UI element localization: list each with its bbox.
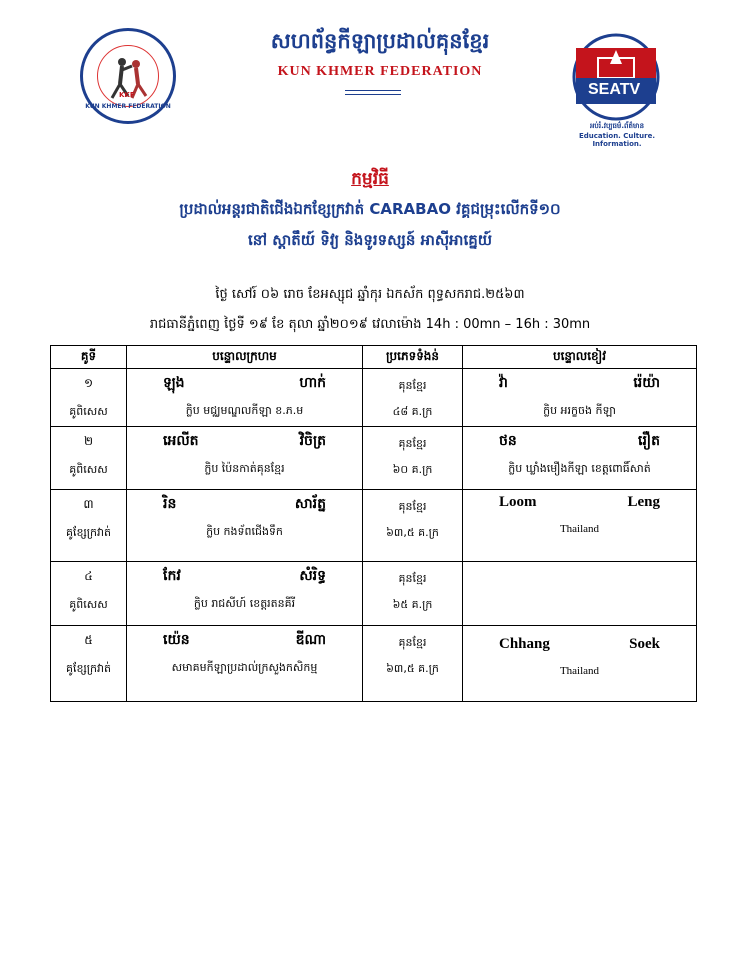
weight-type: គុនខ្មែរ <box>398 500 427 513</box>
header-bout-no: គូទី <box>51 346 127 369</box>
blue-fighter-first: វ៉ា <box>499 375 508 391</box>
blue-fighter-club: ក្លិប អរក្ខចង កីឡា <box>543 404 616 417</box>
red-fighter-club: ក្លិប ប៉ៃនកាត់គុនខ្មែរ <box>204 462 285 475</box>
red-fighter-last: វិចិត្រ <box>299 433 326 449</box>
red-fighter-last: ហាក់ <box>299 375 326 391</box>
table-header-row <box>51 346 697 369</box>
bout-category: គូពិសេស <box>69 405 108 418</box>
event-title-line2: នៅ ស្តាតឹយ៍ ទិវ្យ និងទូរទស្សន៍ អាស៊ីអាគ្នេយ៍ <box>247 231 493 249</box>
blue-fighter-last: Soek <box>629 636 660 652</box>
blue-fighter-last: Leng <box>627 494 660 510</box>
red-fighter-club: ក្លិប មជ្ឈមណ្ឌលកីឡា ខ.ភ.ម <box>185 404 304 417</box>
red-fighter-first: រិន <box>163 496 177 512</box>
table-row <box>51 427 697 490</box>
blue-fighter-first: Chhang <box>499 636 550 652</box>
red-fighter-first: ឡុង <box>163 375 185 391</box>
date-time: រាជធានីភ្នំពេញ ថ្ងៃទី ១៩ ខែ តុលា ឆ្នាំ២០១៩ វេលាម៉ោង 14h : 00mn – 16h : 30mn <box>149 317 591 332</box>
bout-cell <box>51 427 127 490</box>
seatv-tagline-en: Education. Culture. Information. <box>579 132 655 148</box>
weight-type: គុនខ្មែរ <box>398 636 427 649</box>
seatv-tagline-kh: អប់រំ.វប្បធម៌.ព័ត៌មាន <box>589 122 645 130</box>
weight-cell <box>363 490 463 562</box>
red-fighter-last: សំរិទ្ធ <box>299 568 326 584</box>
red-fighter-cell <box>127 427 363 490</box>
weight-type: គុនខ្មែរ <box>398 572 427 585</box>
logo-ring-text: KUN KHMER FEDERATION <box>85 103 171 110</box>
blue-fighter-cell <box>463 626 697 702</box>
table-row <box>51 490 697 562</box>
blue-fighter-country: Thailand <box>559 523 600 535</box>
red-fighter-first: កែវ <box>163 568 181 584</box>
kkf-logo <box>80 28 176 124</box>
red-fighter-first: យ៉េន <box>163 632 190 648</box>
bout-number: ៤ <box>84 569 93 583</box>
blue-fighter-last: រ៉េយ៉ា <box>633 375 660 391</box>
table-row <box>51 626 697 702</box>
bout-cell <box>51 562 127 626</box>
bout-number: ២ <box>83 434 94 448</box>
blue-fighter-cell <box>463 562 697 626</box>
logo-initials: KKF <box>119 91 135 99</box>
ornament-divider <box>345 90 401 95</box>
blue-fighter-first: ថន <box>499 433 517 449</box>
blue-fighter-country: Thailand <box>559 665 600 677</box>
weight-value: ៤៨ គ.ក្រ <box>392 405 433 418</box>
weight-value: ៦៥ គ.ក្រ <box>392 598 433 611</box>
red-fighter-cell <box>127 369 363 427</box>
blue-fighter-cell <box>463 490 697 562</box>
bout-category: គូខ្សែក្រវាត់ <box>66 662 111 675</box>
bout-number: ១ <box>83 376 94 390</box>
weight-cell <box>363 427 463 490</box>
blue-fighter-club: ក្លិប ឃ្លាំងមឿងកីឡា ខេត្តពោធិ៍សាត់ <box>508 462 651 475</box>
red-fighter-club: ក្លិប រាជសីហ៍ ខេត្តរតនគីរី <box>193 597 296 610</box>
federation-name-kh: សហព័ន្ធកីឡាប្រដាល់គុនខ្មែរ <box>270 29 490 53</box>
bout-category: គូខ្សែក្រវាត់ <box>66 526 111 539</box>
event-title-line1: ប្រដាល់អន្តរជាតិជើងឯកខ្សែក្រវាត់ CARABAO វគ្គជម្រុះលើកទី១០ <box>179 200 561 218</box>
weight-type: គុនខ្មែរ <box>398 379 427 392</box>
weight-value: ៦០ គ.ក្រ <box>392 463 433 476</box>
red-fighter-cell <box>127 490 363 562</box>
table-row <box>51 562 697 626</box>
weight-value: ៦៣,៥ គ.ក្រ <box>386 662 439 675</box>
weight-cell <box>363 626 463 702</box>
table-row <box>51 369 697 427</box>
bout-cell <box>51 490 127 562</box>
red-fighter-cell <box>127 562 363 626</box>
blue-fighter-last: រឿត <box>638 433 660 449</box>
date-lunar: ថ្ងៃ សៅរ៍ ០៦ រោច ខែអស្សុជ ឆ្នាំកុរ ឯកស័ក ពុទ្ធសករាជ.២៥៦៣ <box>215 287 525 302</box>
weight-value: ៦៣,៥ គ.ក្រ <box>386 526 439 539</box>
bout-cell <box>51 369 127 427</box>
weight-cell <box>363 562 463 626</box>
header-red-corner: បន្ទោលក្រហម <box>127 346 363 369</box>
bout-category: គូពិសេស <box>69 463 108 476</box>
red-fighter-cell <box>127 626 363 702</box>
blue-fighter-first: Loom <box>499 494 537 510</box>
bout-category: គូពិសេស <box>69 598 108 611</box>
program-title: កម្មវិធី <box>351 169 389 189</box>
seatv-wordmark: SEATV <box>588 81 641 98</box>
header-weight-class: ប្រភេទទំងន់ <box>363 346 463 369</box>
red-fighter-club: សមាគមកីឡាប្រដាល់ក្រសួងកសិកម្ម <box>171 661 318 674</box>
weight-cell <box>363 369 463 427</box>
red-fighter-last: ឌីណា <box>295 632 326 648</box>
federation-name-en: KUN KHMER FEDERATION <box>277 64 483 79</box>
blue-fighter-cell <box>463 427 697 490</box>
seatv-tagline <box>562 122 672 148</box>
bout-number: ៣ <box>83 497 94 511</box>
red-fighter-first: អេលីត <box>163 433 199 449</box>
fight-card-table <box>50 345 697 702</box>
header-blue-corner: បន្ទោលខៀវ <box>463 346 697 369</box>
weight-type: គុនខ្មែរ <box>398 437 427 450</box>
red-fighter-club: ក្លិប កងទ័ពជើងទឹក <box>206 525 283 538</box>
red-fighter-last: សារ័ត្ន <box>294 496 326 512</box>
seatv-logo <box>562 32 670 134</box>
blue-fighter-cell <box>463 369 697 427</box>
bout-number: ៥ <box>84 633 93 647</box>
bout-cell <box>51 626 127 702</box>
